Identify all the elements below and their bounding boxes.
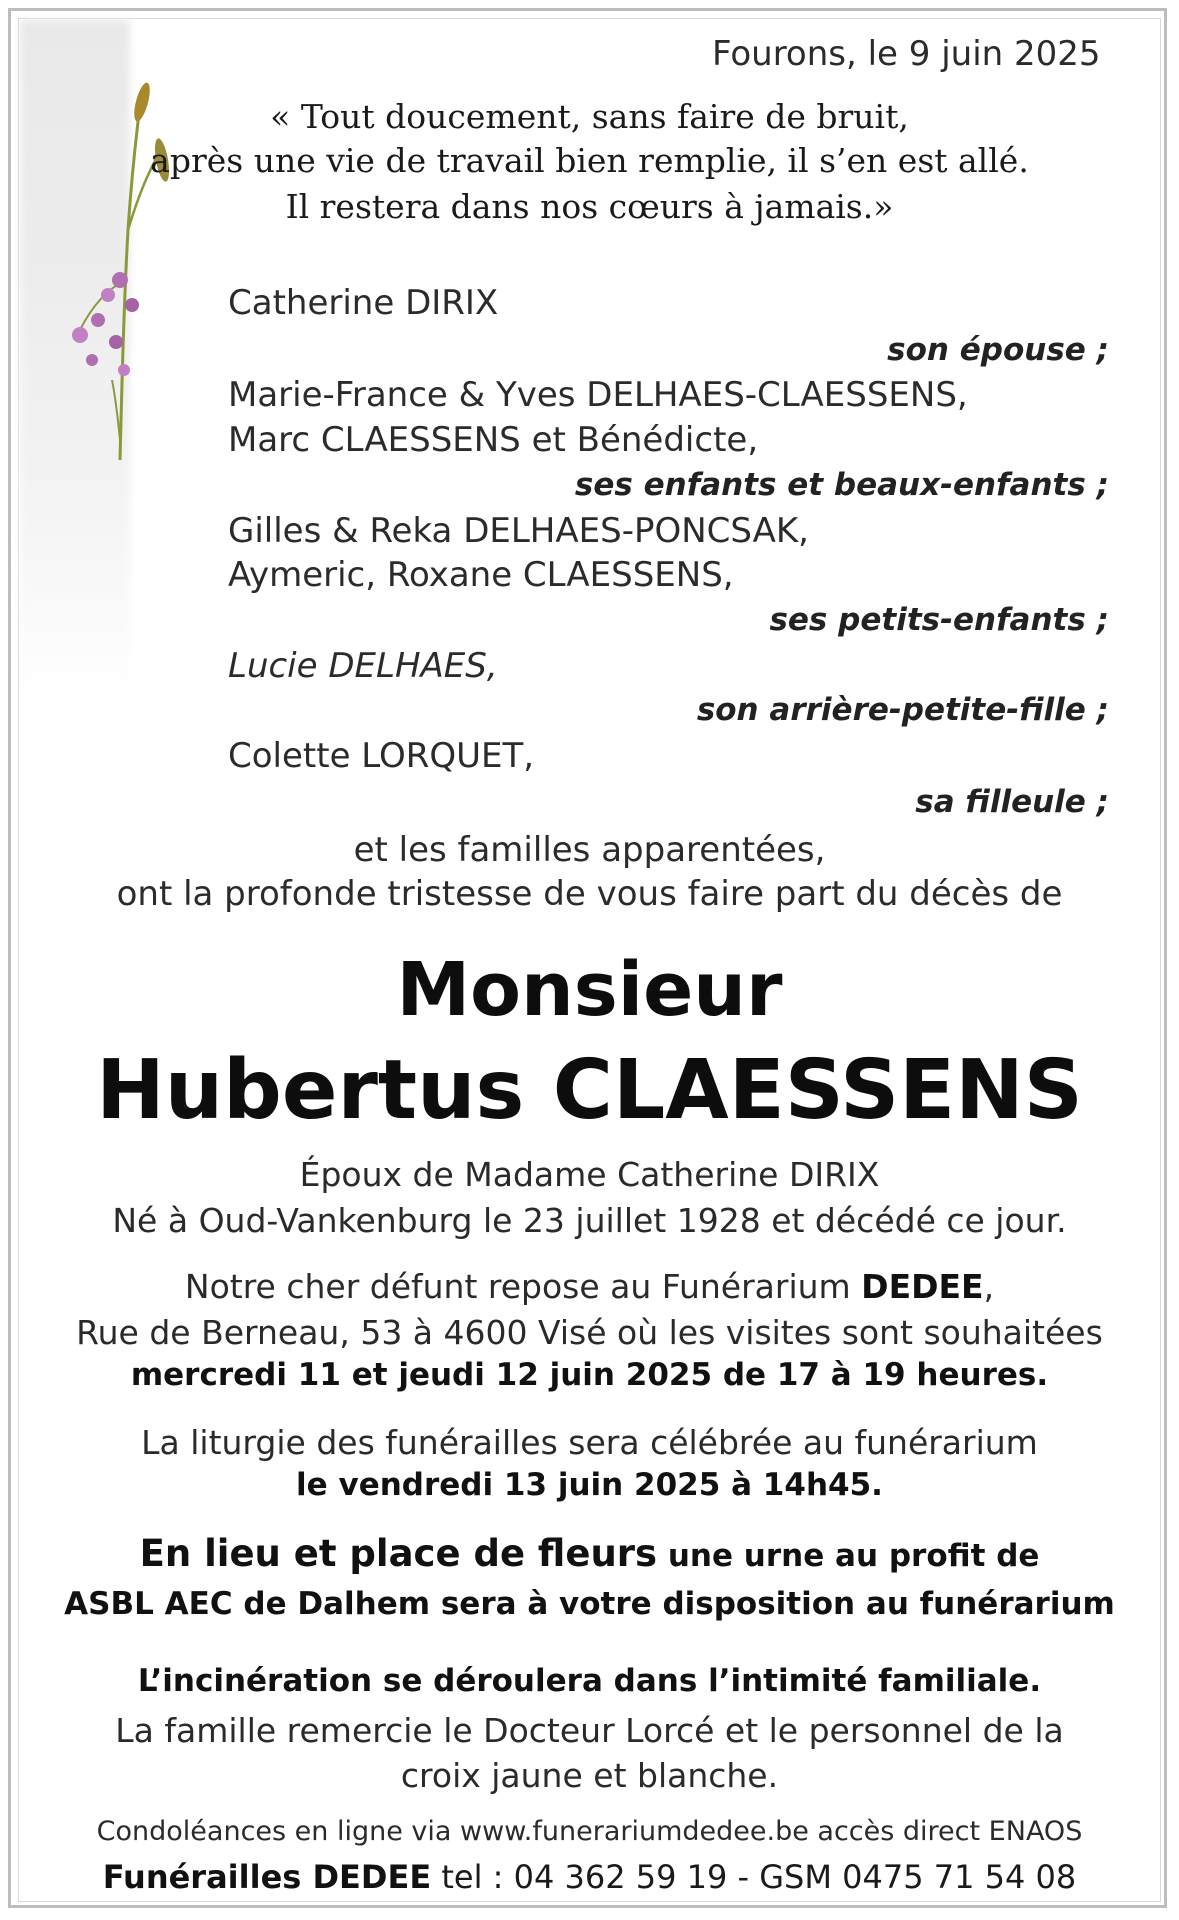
children-line-2: Marc CLAESSENS et Bénédicte, <box>228 420 759 460</box>
donation-lead: En lieu et place de fleurs <box>139 1532 658 1575</box>
quote-line-1: « Tout doucement, sans faire de bruit, <box>270 97 909 136</box>
visitation-line-2: Rue de Berneau, 53 à 4600 Visé où les visites sont souhaitées <box>76 1313 1103 1352</box>
relatives-line: et les familles apparentées, <box>353 830 826 870</box>
thanks-line-2: croix jaune et blanche. <box>400 1756 779 1795</box>
deceased-title: Monsieur <box>396 947 783 1033</box>
contact-numbers: tel : 04 362 59 19 - GSM 0475 71 54 08 <box>431 1858 1077 1896</box>
quote-line-2: après une vie de travail bien remplie, il s’en est allé. <box>150 141 1029 180</box>
company-name: Funérailles DEDEE <box>102 1858 432 1896</box>
children-role: ses enfants et beaux-enfants ; <box>574 467 1109 503</box>
spouse-role: son épouse ; <box>887 332 1109 368</box>
grandchildren-role: ses petits-enfants ; <box>769 602 1109 638</box>
goddaughter-role: sa filleule ; <box>915 784 1109 820</box>
great-grandchild-role: son arrière-petite-fille ; <box>696 692 1109 728</box>
spouse-line: Époux de Madame Catherine DIRIX <box>299 1155 880 1194</box>
grandchildren-line-2: Aymeric, Roxane CLAESSENS, <box>228 555 734 595</box>
wildflower-illustration <box>50 80 200 470</box>
visitation-suffix: , <box>983 1267 995 1306</box>
deceased-name: Hubertus CLAESSENS <box>96 1043 1083 1138</box>
visitation-prefix: Notre cher défunt repose au Funérarium <box>184 1267 862 1306</box>
donation-rest: une urne au profit de <box>657 1538 1040 1574</box>
visitation-line-1 <box>0 1267 1179 1306</box>
footer-contact-line <box>0 1858 1179 1896</box>
children-line-1: Marie-France & Yves DELHAES-CLAESSENS, <box>228 375 968 415</box>
funerarium-name: DEDEE <box>861 1267 984 1306</box>
birth-line: Né à Oud-Vankenburg le 23 juillet 1928 et décédé ce jour. <box>112 1201 1067 1240</box>
announcement-line: ont la profonde tristesse de vous faire part du décès de <box>116 874 1063 914</box>
visitation-dates: mercredi 11 et jeudi 12 juin 2025 de 17 à 19 heures. <box>130 1357 1049 1393</box>
liturgy-line-1: La liturgie des funérailles sera célébrée au funérarium <box>141 1423 1038 1462</box>
spouse-name: Catherine DIRIX <box>228 283 499 323</box>
donation-line-2: ASBL AEC de Dalhem sera à votre disposition au funérarium <box>64 1586 1115 1622</box>
condolences-line: Condoléances en ligne via www.funerariumdedee.be accès direct ENAOS <box>96 1816 1083 1847</box>
donation-line-1 <box>0 1532 1179 1575</box>
goddaughter: Colette LORQUET, <box>228 736 535 776</box>
incineration-line: L’incinération se déroulera dans l’intimité familiale. <box>137 1663 1042 1699</box>
liturgy-date: le vendredi 13 juin 2025 à 14h45. <box>296 1467 883 1503</box>
quote-line-3: Il restera dans nos cœurs à jamais.» <box>285 187 894 226</box>
place-date: Fourons, le 9 juin 2025 <box>712 34 1101 74</box>
great-grandchild: Lucie DELHAES, <box>228 646 498 686</box>
grandchildren-line-1: Gilles & Reka DELHAES-PONCSAK, <box>228 511 809 551</box>
thanks-line-1: La famille remercie le Docteur Lorcé et le personnel de la <box>115 1711 1064 1750</box>
